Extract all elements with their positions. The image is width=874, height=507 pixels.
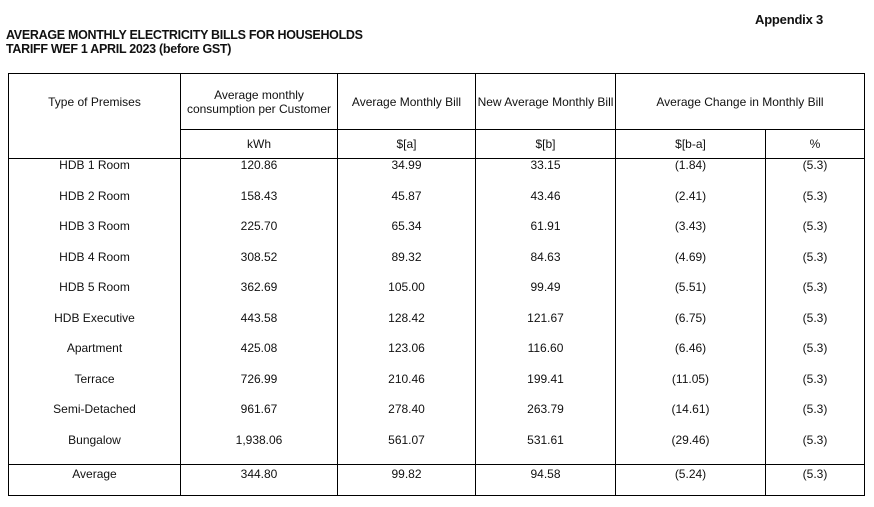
- premises-type-cell: HDB 1 Room: [9, 159, 181, 190]
- new-average-bill-cell: 61.91: [476, 220, 616, 251]
- table-row: [9, 312, 865, 343]
- bill-change-cell: (1.84): [616, 159, 766, 190]
- premises-type-cell: HDB 4 Room: [9, 251, 181, 282]
- average-bill-cell: 128.42: [338, 312, 476, 343]
- table-row: [9, 434, 865, 465]
- bill-change-cell: (29.46): [616, 434, 766, 465]
- units-row: [9, 130, 865, 159]
- consumption-kwh-cell: 961.67: [181, 403, 338, 434]
- new-average-bill-cell: 99.49: [476, 281, 616, 312]
- table-row: [9, 159, 865, 190]
- average-bill-a: 99.82: [338, 465, 476, 496]
- new-average-bill-cell: 116.60: [476, 342, 616, 373]
- premises-type-cell: HDB 5 Room: [9, 281, 181, 312]
- percent-change-cell: (5.3): [766, 220, 865, 251]
- premises-type-cell: Bungalow: [9, 434, 181, 465]
- percent-change-cell: (5.3): [766, 373, 865, 404]
- average-row: [9, 465, 865, 496]
- bill-change-cell: (6.75): [616, 312, 766, 343]
- percent-change-cell: (5.3): [766, 251, 865, 282]
- header-average-change: Average Change in Monthly Bill: [616, 74, 865, 130]
- unit-a: $[a]: [338, 130, 476, 159]
- unit-b: $[b]: [476, 130, 616, 159]
- average-bill-cell: 89.32: [338, 251, 476, 282]
- table-row: [9, 403, 865, 434]
- new-average-bill-cell: 263.79: [476, 403, 616, 434]
- consumption-kwh-cell: 425.08: [181, 342, 338, 373]
- bill-change-cell: (2.41): [616, 190, 766, 221]
- bill-change-cell: (6.46): [616, 342, 766, 373]
- unit-kwh: kWh: [181, 130, 338, 159]
- unit-percent: %: [766, 130, 865, 159]
- bill-change-cell: (11.05): [616, 373, 766, 404]
- consumption-kwh-cell: 726.99: [181, 373, 338, 404]
- new-average-bill-cell: 121.67: [476, 312, 616, 343]
- premises-type-cell: Apartment: [9, 342, 181, 373]
- header-average-monthly-bill: Average Monthly Bill: [338, 74, 476, 130]
- appendix-label: Appendix 3: [755, 12, 824, 27]
- premises-type-cell: HDB 2 Room: [9, 190, 181, 221]
- bill-change-cell: (14.61): [616, 403, 766, 434]
- consumption-kwh-cell: 158.43: [181, 190, 338, 221]
- percent-change-cell: (5.3): [766, 434, 865, 465]
- average-bill-cell: 561.07: [338, 434, 476, 465]
- electricity-bills-table: [8, 73, 865, 496]
- document-title: [6, 28, 363, 56]
- table-row: [9, 190, 865, 221]
- units-blank-cell: [9, 130, 181, 159]
- consumption-kwh-cell: 225.70: [181, 220, 338, 251]
- average-bill-cell: 123.06: [338, 342, 476, 373]
- average-kwh: 344.80: [181, 465, 338, 496]
- percent-change-cell: (5.3): [766, 312, 865, 343]
- title-line-2: TARIFF WEF 1 APRIL 2023 (before GST): [6, 42, 232, 56]
- average-bill-cell: 105.00: [338, 281, 476, 312]
- premises-type-cell: Semi-Detached: [9, 403, 181, 434]
- table-row: [9, 281, 865, 312]
- new-average-bill-cell: 43.46: [476, 190, 616, 221]
- premises-type-cell: HDB 3 Room: [9, 220, 181, 251]
- premises-type-cell: HDB Executive: [9, 312, 181, 343]
- consumption-kwh-cell: 120.86: [181, 159, 338, 190]
- average-bill-cell: 210.46: [338, 373, 476, 404]
- percent-change-cell: (5.3): [766, 281, 865, 312]
- average-bill-cell: 45.87: [338, 190, 476, 221]
- header-type-of-premises: Type of Premises: [9, 74, 181, 130]
- average-percent: (5.3): [766, 465, 865, 496]
- header-row: [9, 74, 865, 130]
- table-row: [9, 373, 865, 404]
- bill-change-cell: (5.51): [616, 281, 766, 312]
- table-row: [9, 251, 865, 282]
- percent-change-cell: (5.3): [766, 403, 865, 434]
- bill-change-cell: (4.69): [616, 251, 766, 282]
- table-row: [9, 342, 865, 373]
- bill-change-cell: (3.43): [616, 220, 766, 251]
- title-line-1: AVERAGE MONTHLY ELECTRICITY BILLS FOR HOUSEHOLDS: [6, 28, 363, 42]
- new-average-bill-cell: 84.63: [476, 251, 616, 282]
- consumption-kwh-cell: 443.58: [181, 312, 338, 343]
- header-new-average-monthly-bill: New Average Monthly Bill: [476, 74, 616, 130]
- header-consumption: Average monthly consumption per Customer: [181, 74, 338, 130]
- percent-change-cell: (5.3): [766, 190, 865, 221]
- consumption-kwh-cell: 308.52: [181, 251, 338, 282]
- new-average-bill-cell: 531.61: [476, 434, 616, 465]
- percent-change-cell: (5.3): [766, 159, 865, 190]
- consumption-kwh-cell: 362.69: [181, 281, 338, 312]
- percent-change-cell: (5.3): [766, 342, 865, 373]
- table-row: [9, 220, 865, 251]
- new-average-bill-cell: 33.15: [476, 159, 616, 190]
- average-change: (5.24): [616, 465, 766, 496]
- average-bill-cell: 34.99: [338, 159, 476, 190]
- average-bill-cell: 65.34: [338, 220, 476, 251]
- premises-type-cell: Terrace: [9, 373, 181, 404]
- new-average-bill-cell: 199.41: [476, 373, 616, 404]
- average-label: Average: [9, 465, 181, 496]
- consumption-kwh-cell: 1,938.06: [181, 434, 338, 465]
- unit-b-minus-a: $[b-a]: [616, 130, 766, 159]
- average-bill-b: 94.58: [476, 465, 616, 496]
- average-bill-cell: 278.40: [338, 403, 476, 434]
